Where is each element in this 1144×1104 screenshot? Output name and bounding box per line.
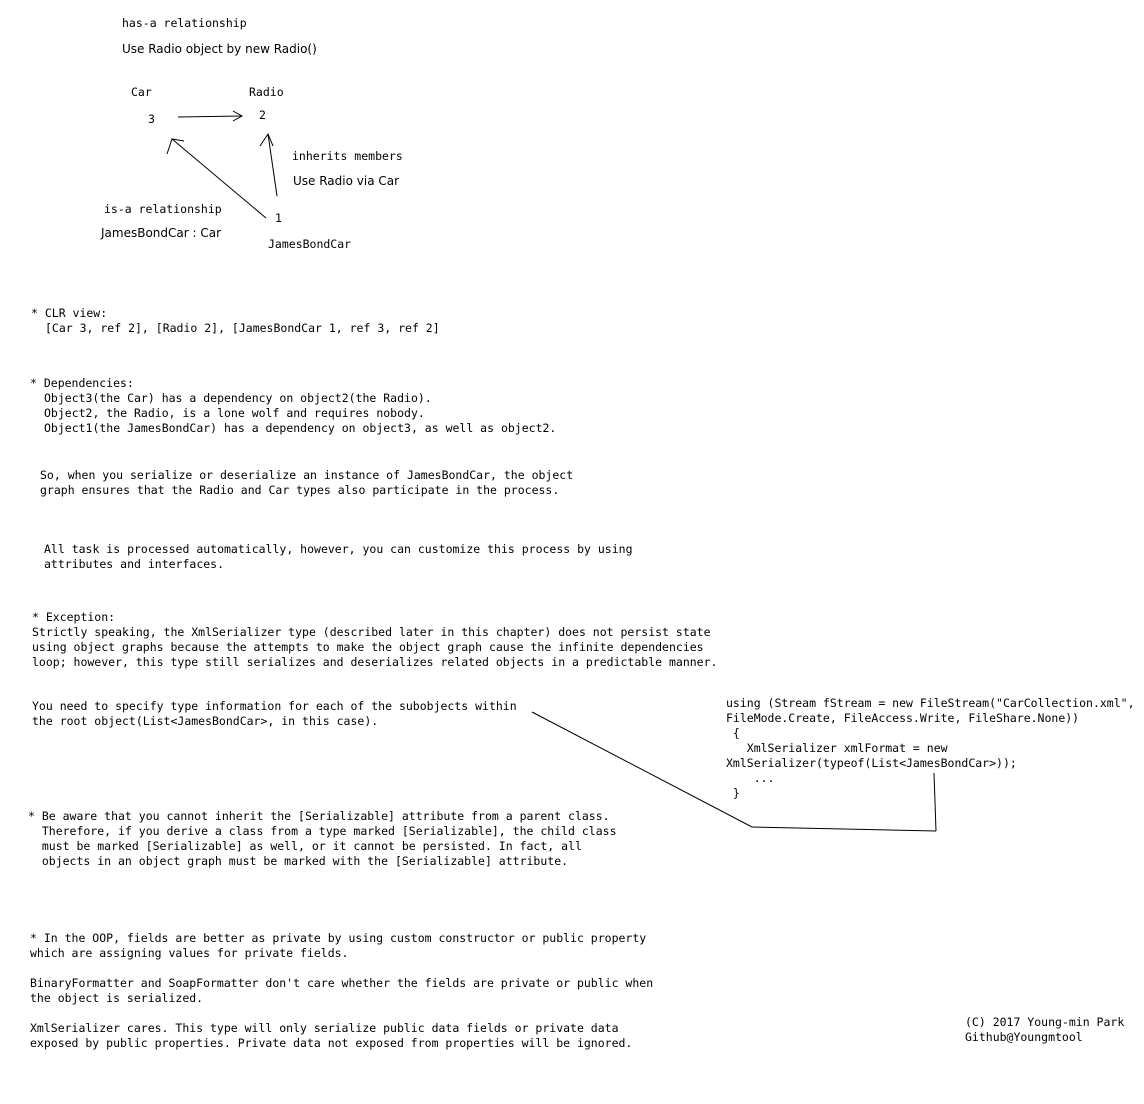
code-line-2: FileMode.Create, FileAccess.Write, FileShare.None)) xyxy=(726,711,1080,725)
auto-line-2: attributes and interfaces. xyxy=(44,557,225,571)
aware-line-4: objects in an object graph must be marked with the [Serializable] attribute. xyxy=(28,854,569,868)
oop-line-2: which are assigning values for private fields. xyxy=(30,946,349,960)
car-label: Car xyxy=(131,85,152,99)
oop-line-5: XmlSerializer cares. This type will only serialize public data fields or private data xyxy=(30,1021,619,1035)
jbc-label: JamesBondCar xyxy=(268,237,352,251)
inherits-label: inherits members xyxy=(292,149,403,163)
credit-line-1: (C) 2017 Young-min Park xyxy=(965,1015,1125,1029)
aware-line-3: must be marked [Serializable] as well, or it cannot be persisted. In fact, all xyxy=(28,839,582,853)
so-line-2: graph ensures that the Radio and Car types also participate in the process. xyxy=(40,483,560,497)
deps-line-3: Object1(the JamesBondCar) has a dependency on object3, as well as object2. xyxy=(44,421,557,435)
credit-line-2: Github@Youngmtool xyxy=(965,1030,1083,1044)
code-line-1: using (Stream fStream = new FileStream("CarCollection.xml", xyxy=(726,696,1135,710)
code-line-7: } xyxy=(726,786,740,800)
auto-line-1: All task is processed automatically, however, you can customize this process by using xyxy=(44,542,633,556)
clr-title: * CLR view: xyxy=(31,306,108,320)
specify-line-1: You need to specify type information for each of the subobjects within xyxy=(32,699,517,713)
code-line-5: XmlSerializer(typeof(List<JamesBondCar>)); xyxy=(726,756,1017,770)
code-line-6: ... xyxy=(726,771,775,785)
oop-line-6: exposed by public properties. Private data not exposed from properties will be ignored. xyxy=(30,1036,633,1050)
has-a-arrow xyxy=(178,111,242,121)
inherits-desc: Use Radio via Car xyxy=(293,174,400,188)
code-line-4: XmlSerializer xmlFormat = new xyxy=(726,741,948,755)
car-number: 3 xyxy=(148,112,155,126)
jbc-number: 1 xyxy=(275,211,282,225)
so-line-1: So, when you serialize or deserialize an instance of JamesBondCar, the object xyxy=(40,468,574,482)
is-a-label: is-a relationship xyxy=(104,202,222,216)
deps-title: * Dependencies: xyxy=(30,376,134,390)
exception-line-1: Strictly speaking, the XmlSerializer type (described later in this chapter) does not persist state xyxy=(32,625,711,639)
oop-line-3: BinaryFormatter and SoapFormatter don't care whether the fields are private or public when xyxy=(30,976,654,990)
radio-label: Radio xyxy=(249,85,284,99)
oop-line-1: * In the OOP, fields are better as private by using custom constructor or public property xyxy=(30,931,647,945)
aware-line-1: * Be aware that you cannot inherit the [Serializable] attribute from a parent class. xyxy=(28,809,610,823)
exception-line-3: loop; however, this type still serializes and deserializes related objects in a predictable manner. xyxy=(32,655,718,669)
specify-line-2: the root object(List<JamesBondCar>, in this case). xyxy=(32,714,379,728)
exception-line-2: using object graphs because the attempts to make the object graph cause the infinite dependencies xyxy=(32,640,704,654)
radio-number: 2 xyxy=(259,108,266,122)
aware-line-2: Therefore, if you derive a class from a type marked [Serializable], the child class xyxy=(28,824,617,838)
code-line-3: { xyxy=(726,726,740,740)
has-a-desc: Use Radio object by new Radio() xyxy=(122,42,317,56)
exception-title: * Exception: xyxy=(32,610,116,624)
deps-line-2: Object2, the Radio, is a lone wolf and requires nobody. xyxy=(44,406,425,420)
inherits-arrow xyxy=(260,134,277,196)
oop-line-4: the object is serialized. xyxy=(30,991,204,1005)
clr-line: [Car 3, ref 2], [Radio 2], [JamesBondCar 1, ref 3, ref 2] xyxy=(45,321,440,335)
deps-line-1: Object3(the Car) has a dependency on object2(the Radio). xyxy=(44,391,432,405)
has-a-label: has-a relationship xyxy=(122,16,247,30)
is-a-desc: JamesBondCar : Car xyxy=(101,226,222,240)
